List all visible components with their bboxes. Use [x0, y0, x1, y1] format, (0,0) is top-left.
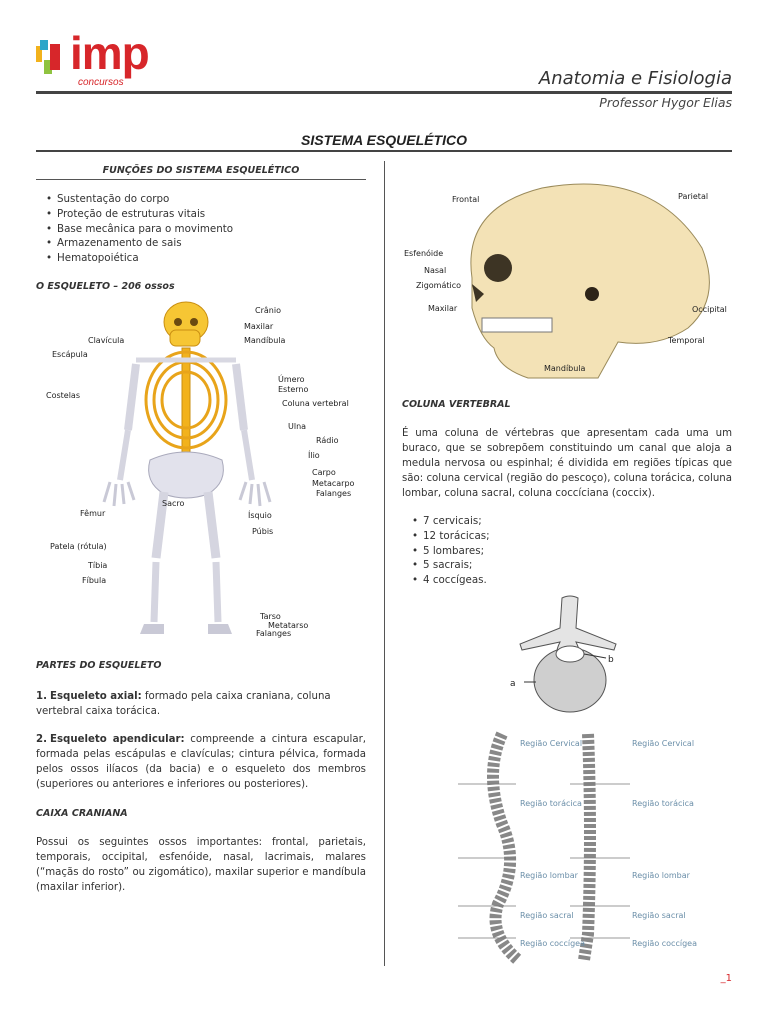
item-text: formado pela caixa craniana, coluna vertebral caixa torácica.: [36, 691, 331, 717]
list-item: • Hematopoiética: [44, 251, 233, 266]
list-item: • Proteção de estruturas vitais: [44, 207, 233, 222]
skeleton-label: Crânio: [255, 306, 281, 315]
skeleton-label: Mandíbula: [244, 336, 286, 345]
skull-label: Esfenóide: [404, 249, 444, 258]
vertebra-label: b: [608, 655, 614, 665]
logo-text: imp: [70, 27, 149, 79]
skull-figure: [402, 168, 732, 378]
vertebra-label: a: [510, 679, 516, 689]
skeleton-label: Metacarpo: [312, 479, 355, 488]
skeleton-figure: [40, 300, 370, 645]
skeleton-label: Falanges: [316, 489, 352, 498]
list-item: • 5 sacrais;: [410, 558, 490, 573]
skull-label: Occipital: [692, 305, 727, 314]
list-item: • 7 cervicais;: [410, 514, 490, 529]
skeleton-label: Falanges: [256, 629, 292, 638]
parts-heading: PARTES DO ESQUELETO: [36, 660, 162, 671]
professor-name: Professor Hygor Elias: [599, 95, 732, 110]
skeleton-label: Fêmur: [80, 509, 106, 518]
skeleton-label: Fíbula: [82, 576, 107, 585]
item-term: Esqueleto axial:: [50, 691, 142, 702]
skeleton-label: Ísquio: [248, 511, 272, 520]
skeleton-label: Costelas: [46, 391, 80, 400]
region-label: Região lombar: [520, 871, 578, 880]
logo-icon: [36, 38, 62, 78]
list-item: • Base mecânica para o movimento: [44, 222, 233, 237]
functions-list: [44, 192, 233, 266]
skull-label: Zigomático: [416, 281, 462, 290]
skeleton-label: Ulna: [288, 422, 307, 431]
skull-label: Nasal: [424, 266, 447, 275]
skeleton-label: Coluna vertebral: [282, 399, 349, 408]
spine-heading: COLUNA VERTEBRAL: [402, 399, 511, 410]
region-label: Região sacral: [520, 911, 574, 920]
header-divider: [36, 91, 732, 94]
region-label: Região Cervical: [520, 739, 583, 748]
skeleton-label: Tarso: [260, 612, 281, 621]
page-number: _1: [720, 973, 732, 984]
functions-divider: [36, 179, 366, 180]
column-divider: [384, 161, 385, 966]
course-title: Anatomia e Fisiologia: [538, 68, 732, 89]
skeleton-label: Maxilar: [244, 322, 274, 331]
skeleton-label: Púbis: [252, 527, 274, 536]
item-term: Esqueleto apendicular:: [50, 734, 185, 745]
skeleton-label: Carpo: [312, 468, 336, 477]
skull-label: Maxilar: [428, 304, 458, 313]
skeleton-label: Clavícula: [88, 336, 125, 345]
spine-paragraph: É uma coluna de vértebras que apresentam cada uma um buraco, que se sobrepõem constituindo um canal que aloja a medula nervosa ou espinhal; é dividida em regiões típicas que são: coluna cervical (região do pescoço), coluna torácica, coluna lombar, coluna sacral, coluna coccíciana (coccix).: [402, 428, 732, 499]
region-label: Região coccígea: [632, 939, 697, 948]
skeleton-label: Úmero: [278, 375, 305, 384]
functions-heading: FUNÇÕES DO SISTEMA ESQUELÉTICO: [102, 165, 300, 176]
spine-counts-list: [410, 514, 490, 588]
region-label: Região lombar: [632, 871, 690, 880]
region-label: Região Cervical: [632, 739, 695, 748]
skull-label: Mandíbula: [544, 364, 586, 373]
skeleton-label: Rádio: [316, 436, 339, 445]
list-item: • Armazenamento de sais: [44, 236, 233, 251]
item-number: 2.: [36, 734, 47, 745]
section-divider: [36, 150, 732, 152]
region-label: Região sacral: [632, 911, 686, 920]
skeleton-label: Sacro: [162, 499, 185, 508]
vertebra-figure: [506, 594, 636, 720]
list-item: [36, 689, 366, 719]
item-text: compreende a cintura escapular, formada pelas escápulas e clavículas; cintura pélvica, formada pelos ossos ilíacos (da bacia) e o esqueleto dos membros (superiores ou anteriores e inferiores ou posteriores).: [36, 734, 366, 790]
list-item: • 5 lombares;: [410, 544, 490, 559]
skeleton-label: Escápula: [52, 350, 88, 359]
spine-regions-figure: [458, 728, 697, 964]
list-item: [36, 732, 366, 792]
list-item: • Sustentação do corpo: [44, 192, 233, 207]
cranial-paragraph: Possui os seguintes ossos importantes: frontal, parietais, temporais, occipital, esfenóide, nasal, lacrimais, malares (“maçãs do rosto” ou zigomático), maxilar superior e mandíbula (maxilar inferior).: [36, 837, 366, 893]
skeleton-label: Patela (rótula): [50, 542, 107, 551]
skull-label: Parietal: [678, 192, 709, 201]
list-item: • 12 torácicas;: [410, 529, 490, 544]
region-label: Região torácica: [632, 799, 694, 808]
cranial-heading: CAIXA CRANIANA: [36, 808, 128, 819]
skull-label: Temporal: [668, 336, 705, 345]
skeleton-label: Esterno: [278, 385, 309, 394]
section-title: SISTEMA ESQUELÉTICO: [301, 132, 467, 148]
list-item: • 4 coccígeas.: [410, 573, 490, 588]
logo-subtitle: concursos: [78, 77, 124, 88]
region-label: Região coccígea: [520, 939, 585, 948]
skeleton-heading: O ESQUELETO – 206 ossos: [36, 281, 175, 292]
region-label: Região torácica: [520, 799, 582, 808]
skeleton-label: Ílio: [308, 451, 320, 460]
item-number: 1.: [36, 691, 47, 702]
skeleton-label: Tíbia: [88, 561, 108, 570]
skeleton-label: Metatarso: [268, 621, 309, 630]
skull-label: Frontal: [452, 195, 480, 204]
